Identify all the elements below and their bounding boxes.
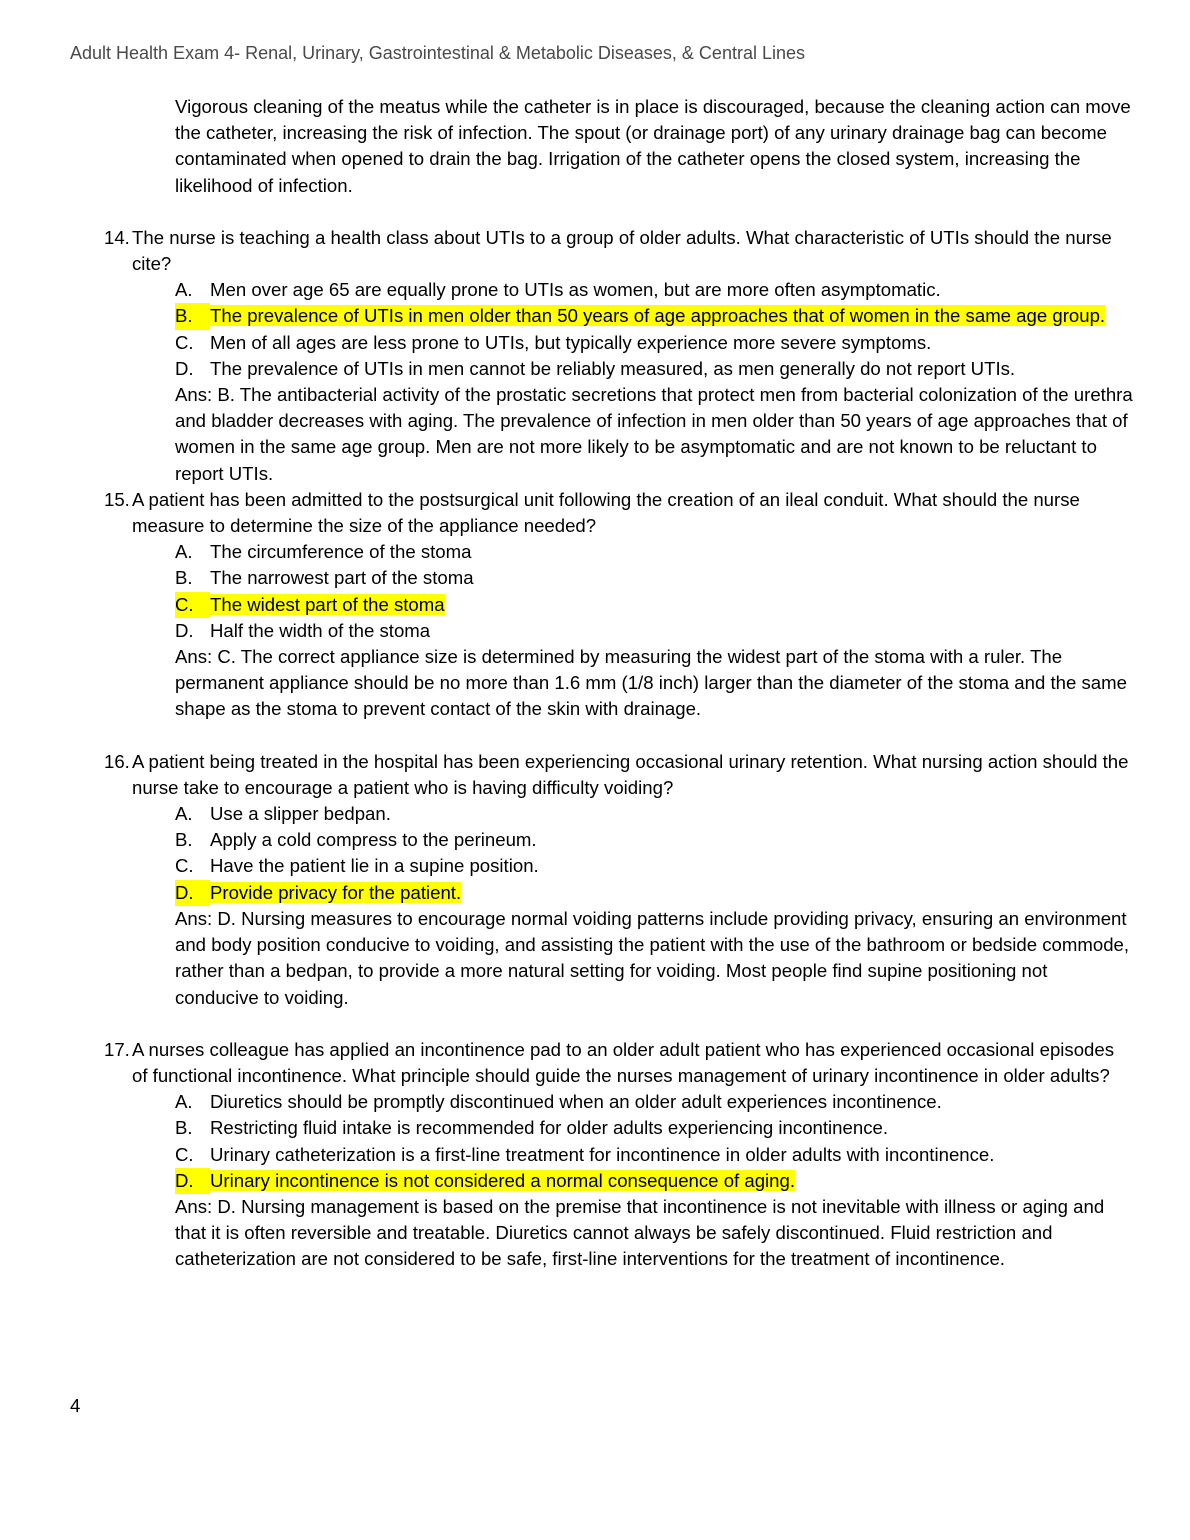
answer-rationale: Ans: D. Nursing management is based on the premise that incontinence is not inevitable with illness or aging and that it is often reversible and treatable. Diuretics cannot always be safely discontinued. Fluid restriction and catheterization are not considered to be safe, first-line interventions for the treatment of incontinence.: [175, 1195, 1105, 1270]
question-stem: A patient has been admitted to the postsurgical unit following the creation of an ileal conduit. What should the nurse measure to determine the size of the appliance needed?: [132, 488, 1080, 537]
option-c: C. Have the patient lie in a supine position.: [175, 855, 539, 877]
option-b: B. Restricting fluid intake is recommended for older adults experiencing incontinence.: [175, 1117, 888, 1139]
question-stem: The nurse is teaching a health class about UTIs to a group of older adults. What characteristic of UTIs should the nurse cite?: [132, 226, 1112, 275]
answer-rationale: Ans: C. The correct appliance size is determined by measuring the widest part of the stoma with a ruler. The permanent appliance should be no more than 1.6 mm (1/8 inch) larger than the diameter of the stoma and the same shape as the stoma to prevent contact of the skin with drainage.: [175, 646, 1127, 720]
option-a: A. The circumference of the stoma: [175, 541, 472, 563]
question-stem: A patient being treated in the hospital has been experiencing occasional urinary retention. What nursing action should the nurse take to encourage a patient who is having difficulty voiding?: [132, 750, 1129, 798]
option-d: D. The prevalence of UTIs in men cannot be reliably measured, as men generally do not report UTIs.: [175, 357, 1016, 379]
option-b-correct: B. The prevalence of UTIs in men older than 50 years of age approaches that of women in the same age group.: [175, 303, 1134, 329]
document-header: Adult Health Exam 4- Renal, Urinary, Gastrointestinal & Metabolic Diseases, & Central Lines: [70, 43, 805, 63]
option-a: A. Diuretics should be promptly discontinued when an older adult experiences incontinence.: [175, 1091, 942, 1113]
question-17: [104, 1037, 1134, 1273]
question-14: [104, 225, 1134, 487]
intro-paragraph: Vigorous cleaning of the meatus while the catheter is in place is discouraged, because the cleaning action can move the catheter, increasing the risk of infection. The spout (or drainage port) of any urinary drainage bag can become contaminated when opened to drain the bag. Irrigation of the catheter opens the closed system, increasing the likelihood of infection.: [175, 96, 1131, 196]
question-number: 15.: [104, 488, 130, 510]
option-d-correct: D. Provide privacy for the patient.: [175, 880, 1134, 906]
page-number: 4: [70, 1395, 81, 1416]
option-c-correct: C. The widest part of the stoma: [175, 592, 1134, 618]
option-b: B. The narrowest part of the stoma: [175, 567, 474, 589]
answer-rationale: Ans: B. The antibacterial activity of the prostatic secretions that protect men from bacterial colonization of the urethra and bladder decreases with aging. The prevalence of infection in men older than 50 years of age approaches that of women in the same age group. Men are not more likely to be asymptomatic and are not known to be reluctant to report UTIs.: [175, 384, 1133, 484]
option-d: D. Half the width of the stoma: [175, 619, 431, 641]
question-stem: A nurses colleague has applied an incontinence pad to an older adult patient who has experienced occasional episodes of functional incontinence. What principle should guide the nurses management of urinary incontinence in older adults?: [132, 1038, 1115, 1086]
option-a: A. Use a slipper bedpan.: [175, 803, 391, 825]
option-c: C. Urinary catheterization is a first-line treatment for incontinence in older adults with incontinence.: [175, 1143, 995, 1165]
option-a: A. Men over age 65 are equally prone to UTIs as women, but are more often asymptomatic.: [175, 279, 941, 301]
answer-rationale: Ans: D. Nursing measures to encourage normal voiding patterns include providing privacy, ensuring an environment and body position conducive to voiding, and assisting the patient with the use of the bathroom or bedside commode, rather than a bedpan, to provide a more natural setting for voiding. Most people find supine positioning not conducive to voiding.: [175, 907, 1130, 1008]
question-15: [104, 487, 1134, 723]
option-b: B. Apply a cold compress to the perineum.: [175, 829, 537, 851]
question-number: 17.: [104, 1038, 130, 1060]
question-number: 16.: [104, 750, 130, 772]
question-16: [104, 749, 1134, 1011]
option-d-correct: D. Urinary incontinence is not considered a normal consequence of aging.: [175, 1168, 1134, 1194]
question-number: 14.: [104, 226, 130, 248]
document-body: [104, 94, 1134, 1273]
option-c: C. Men of all ages are less prone to UTIs, but typically experience more severe symptoms.: [175, 331, 932, 353]
